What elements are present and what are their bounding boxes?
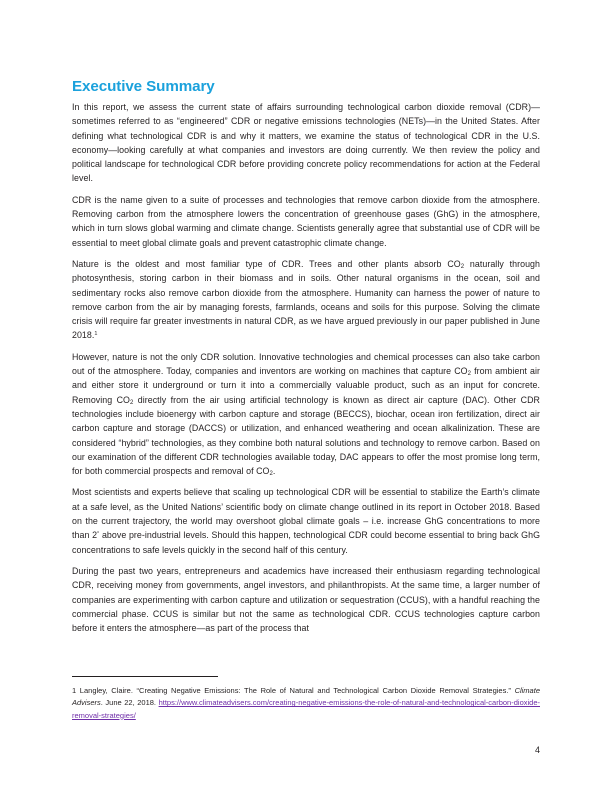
footnote-reference: 1 bbox=[94, 331, 98, 338]
text-run: above pre-industrial levels. Should this happen, technological CDR could become essential to bring back GhG concentrations to safe levels quickly in the second half of this century. bbox=[72, 530, 541, 555]
paragraph-investment: During the past two years, entrepreneurs and academics have increased their enthusiasm regarding technological CDR, receiving money from governments, angel investors, and philanthropists. At the same time, a larger number of companies are experimenting with carbon capture and utilization or sequestration (CCUS), with a handful reaching the commercial phase. CCUS is similar but not the same as technological CDR. CCUS technologies capture carbon before it enters the atmosphere—as part of the process that bbox=[72, 565, 540, 634]
subscript: 2 bbox=[467, 371, 472, 378]
paragraph-intro: In this report, we assess the current state of affairs surrounding technological carbon dioxide removal (CDR)—sometimes referred to as “engineered” CDR or negative emissions technologies (NETs)—in the United States. After defining what technological CDR is and why it matters, we examine the status of technological CDR in the U.S. economy—looking carefully at what companies and investors are doing currently. We then review the policy and political landscape for technological CDR before providing concrete policy recommendations for action at the Federal level. bbox=[72, 102, 540, 184]
text-run: Most scientists and experts believe that scaling up technological CDR will be essential to stabilize the Earth’s climate at a safe level, as the United Nations’ scientific body on climate change outlined in its report in October 2018. Based on the current trajectory, the world may overshoot global climate goals – i.e. increase GhG concentrations to more than 2 bbox=[72, 487, 540, 541]
paragraph-cdr-definition: CDR is the name given to a suite of processes and technologies that remove carbon dioxide from the atmosphere. Removing carbon from the atmosphere lowers the concentration of greenhouse gases (GhG) in the atmosphere, which in turn slows global warming and climate change. Scientists generally agree that substantial use of CDR will be essential to meet global climate goals and prevent catastrophic climate change. bbox=[72, 194, 540, 248]
body-text bbox=[72, 100, 540, 642]
paragraph-natural-cdr bbox=[72, 257, 540, 343]
text-run: Nature is the oldest and most familiar type of CDR. Trees and other plants absorb CO bbox=[72, 258, 461, 269]
footnote-link[interactable]: https://www.climateadvisers.com/creating-negative-emissions-the-role-of-natural-and-technological-carbon-dioxide-removal-strategies/ bbox=[72, 698, 540, 720]
paragraph-technological-cdr bbox=[72, 350, 540, 479]
superscript: ° bbox=[97, 531, 100, 538]
paragraph-scaling bbox=[72, 485, 540, 556]
text-run: from ambient air and either store it underground or turn it into a commercially valuable product, such as an input for concrete. Removing CO bbox=[72, 366, 541, 405]
text-run: . bbox=[272, 466, 276, 477]
page-title: Executive Summary bbox=[72, 78, 215, 95]
subscript: 2 bbox=[269, 471, 273, 478]
footnote-date: . June 22, 2018. bbox=[100, 698, 159, 708]
page-number: 4 bbox=[534, 745, 540, 755]
subscript: 2 bbox=[460, 263, 465, 270]
footnote bbox=[72, 685, 540, 722]
footnote-divider bbox=[72, 676, 218, 677]
text-run: directly from the air using artificial technology is known as direct air capture (DAC). Other CDR technologies include bioenergy with carbon capture and storage (BECCS), biochar, ocean iron fertilization, direct air carbon capture and storage (DACCS) or utilization, and enhanced weathering and ocean alkalinization. These are considered “hybrid” technologies, as they combine both natural solutions and technology to remove carbon. Based on our examination of the different CDR technologies available today, DAC appears to offer the most promise long term, for both commercial prospects and removal of CO bbox=[72, 394, 540, 477]
subscript: 2 bbox=[129, 399, 134, 406]
text-run: However, nature is not the only CDR solution. Innovative technologies and chemical processes can also take carbon out of the atmosphere. Today, companies and inventors are working on machines that capture CO bbox=[72, 351, 540, 377]
footnote-text: 1 Langley, Claire. “Creating Negative Emissions: The Role of Natural and Technological Carbon Dioxide Removal Strategies.” bbox=[72, 686, 515, 695]
text-run: naturally through photosynthesis, storing carbon in their biomass and in soils. Other natural organisms in the ocean, soil and sedimentary rocks also remove carbon dioxide from the atmosphere. Humanity can harness the power of nature to remove carbon from the air by managing forests, farmlands, oceans and soils for this purpose. Solving the climate crisis will require far greater investments in natural CDR, as we have argued previously in our paper published in June 2018. bbox=[72, 258, 540, 341]
footnote-publisher: Climate Advisers bbox=[72, 686, 540, 708]
